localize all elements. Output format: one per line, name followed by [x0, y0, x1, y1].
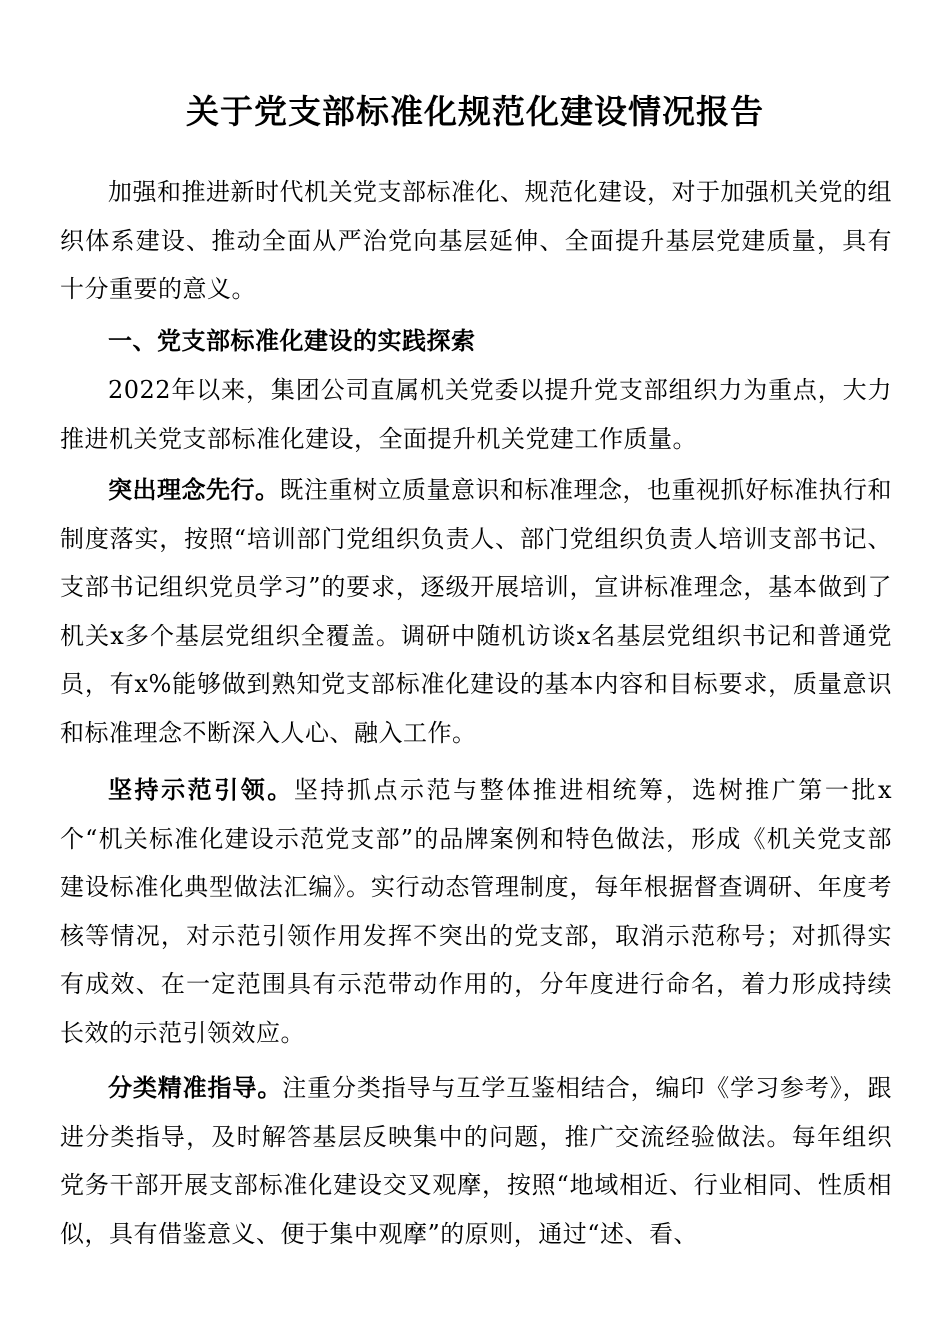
item-body-3: 注重分类指导与互学互鉴相结合，编印《学习参考》，跟进分类指导，及时解答基层反映集中的问题，推广交流经验做法。每年组织党务干部开展支部标准化建设交叉观摩，按照“地域相近、行业相同、性质相似，具有借鉴意义、便于集中观摩”的原则，通过“述、看、 — [60, 1074, 893, 1248]
item-paragraph-2 — [60, 766, 892, 1057]
item-paragraph-3 — [60, 1064, 892, 1258]
section-intro-paragraph: 2022年以来，集团公司直属机关党委以提升党支部组织力为重点，大力推进机关党支部标准化建设，全面提升机关党建工作质量。 — [60, 376, 892, 453]
item-lead-2: 坚持示范引领。 — [108, 775, 294, 804]
intro-paragraph: 加强和推进新时代机关党支部标准化、规范化建设，对于加强机关党的组织体系建设、推动全面从严治党向基层延伸、全面提升基层党建质量，具有十分重要的意义。 — [60, 178, 892, 303]
item-lead-1: 突出理念先行。 — [108, 475, 280, 504]
item-lead-3: 分类精准指导。 — [108, 1073, 283, 1102]
section-heading: 一、党支部标准化建设的实践探索 — [108, 326, 476, 355]
item-body-1: 既注重树立质量意识和标准理念，也重视抓好标准执行和制度落实，按照“培训部门党组织负责人、部门党组织负责人培训支部书记、支部书记组织党员学习”的要求，逐级开展培训，宣讲标准理念，基本做到了机关x多个基层党组织全覆盖。调研中随机访谈x名基层党组织书记和普通党员，有x%能够做到熟知党支部标准化建设的基本内容和目标要求，质量意识和标准理念不断深入人心、融入工作。 — [60, 476, 892, 747]
item-paragraph-1 — [60, 466, 892, 757]
document-title: 关于党支部标准化规范化建设情况报告 — [186, 92, 764, 131]
item-body-2: 坚持抓点示范与整体推进相统筹，选树推广第一批x个“机关标准化建设示范党支部”的品牌案例和特色做法，形成《机关党支部建设标准化典型做法汇编》。实行动态管理制度，每年根据督查调研、年度考核等情况，对示范引领作用发挥不突出的党支部，取消示范称号；对抓得实有成效、在一定范围具有示范带动作用的，分年度进行命名，着力形成持续长效的示范引领效应。 — [60, 776, 892, 1047]
